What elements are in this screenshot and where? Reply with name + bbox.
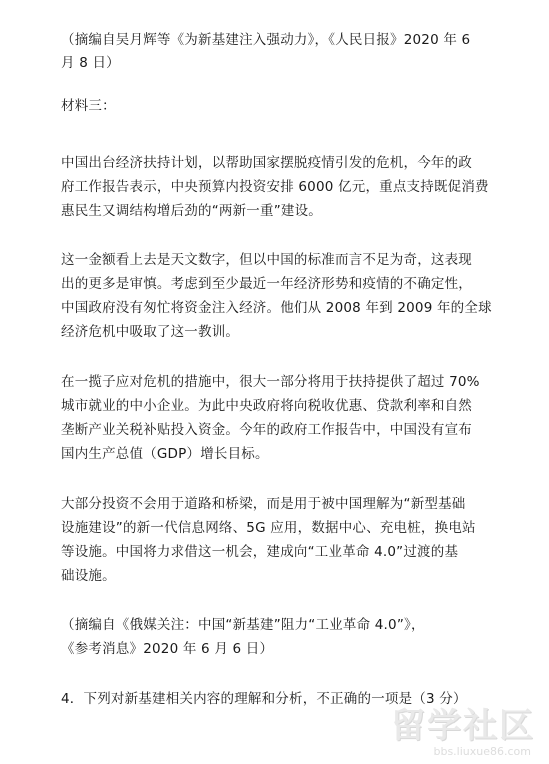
paragraph-2-line-2: 出的更多是审慎。考虑到至少最近一年经济形势和疫情的不确定性， xyxy=(61,276,472,292)
source-citation-1: （摘编自吴月辉等《为新基建注入强动力》，《人民日报》2020 年 6 xyxy=(61,32,471,48)
paragraph-2-line-4: 经济危机中吸取了这一教训。 xyxy=(61,324,240,340)
paragraph-3-line-4: 国内生产总值（GDP）增长目标。 xyxy=(61,446,269,462)
section-heading-material-3: 材料三： xyxy=(61,98,116,114)
source-citation-2: （摘编自《俄媒关注：中国“新基建”阻力“工业革命 4.0”》， xyxy=(61,617,425,633)
source-citation-2-cont: 《参考消息》2020 年 6 月 6 日） xyxy=(61,641,274,657)
paragraph-3-line-2: 城市就业的中小企业。为此中央政府将向税收优惠、贷款利率和自然 xyxy=(61,398,472,414)
paragraph-3-line-1: 在一揽子应对危机的措施中，很大一部分将用于扶持提供了超过 70% xyxy=(61,374,480,390)
paragraph-3-line-3: 垄断产业关税补贴投入资金。今年的政府工作报告中，中国没有宣布 xyxy=(61,422,472,438)
source-citation-1-cont: 月 8 日） xyxy=(61,55,120,71)
paragraph-1-line-2: 府工作报告表示，中央预算内投资安排 6000 亿元，重点支持既促消费 xyxy=(61,179,489,195)
paragraph-2-line-3: 中国政府没有匆忙将资金注入经济。他们从 2008 年到 2009 年的全球 xyxy=(61,300,492,316)
paragraph-2-line-1: 这一金额看上去是天文数字，但以中国的标准而言不足为奇，这表现 xyxy=(61,252,472,268)
paragraph-1-line-1: 中国出台经济扶持计划，以帮助国家摆脱疫情引发的危机，今年的政 xyxy=(61,155,472,171)
question-4: 4．下列对新基建相关内容的理解和分析，不正确的一项是（3 分） xyxy=(61,691,467,707)
paragraph-4-line-4: 础设施。 xyxy=(61,568,116,584)
paragraph-4-line-1: 大部分投资不会用于道路和桥梁，而是用于被中国理解为“新型基础 xyxy=(61,496,466,512)
watermark-logo-text: 留学社区 xyxy=(391,706,535,746)
paragraph-4-line-2: 设施建设”的新一代信息网络、5G 应用，数据中心、充电桩，换电站 xyxy=(61,520,476,536)
watermark-url: bbs.liuxue86.com xyxy=(433,745,531,758)
paragraph-4-line-3: 等设施。中国将力求借这一机会，建成向“工业革命 4.0”过渡的基 xyxy=(61,544,459,560)
site-watermark xyxy=(361,698,541,758)
paragraph-1-line-3: 惠民生又调结构增后劲的“两新一重”建设。 xyxy=(61,203,322,219)
